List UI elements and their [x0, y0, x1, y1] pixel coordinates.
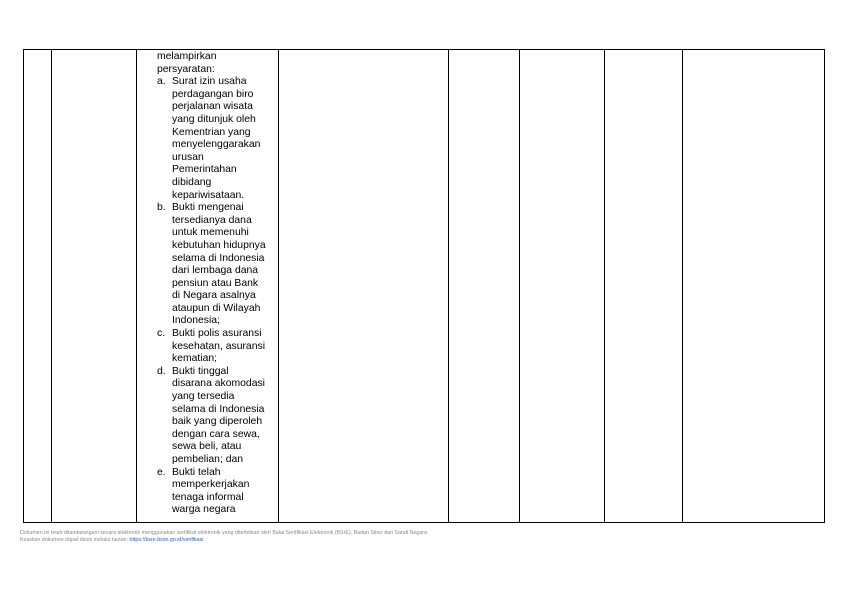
- cell-col-8: [683, 50, 825, 523]
- list-marker: c.: [157, 328, 166, 340]
- list-line: ataupun di Wilayah: [172, 302, 261, 314]
- footer-line-2-text: Keaslian dokumen dapat dicek melalui tautan:: [20, 537, 130, 543]
- list-line: sewa beli, atau: [172, 441, 242, 453]
- table-row: [24, 50, 825, 523]
- list-item: [157, 328, 272, 366]
- requirements-intro: [157, 51, 272, 76]
- list-line: Bukti mengenai: [172, 202, 244, 214]
- cell-col-4: [279, 50, 449, 523]
- list-line: tersedianya dana: [172, 214, 252, 226]
- list-line: kebutuhan hidupnya: [172, 239, 266, 251]
- list-line: menyelenggarakan: [172, 139, 261, 151]
- list-line: kematian;: [172, 353, 218, 365]
- list-line: Indonesia;: [172, 315, 220, 327]
- list-line: Bukti polis asuransi: [172, 328, 262, 340]
- list-line: kesehatan, asuransi: [172, 340, 265, 352]
- intro-line: melampirkan: [157, 51, 217, 62]
- list-line: tenaga informal: [172, 491, 244, 503]
- cell-col-5: [449, 50, 520, 523]
- list-line: selama di Indonesia: [172, 403, 265, 415]
- list-line: yang tersedia: [172, 391, 235, 403]
- cell-number: [24, 50, 52, 523]
- list-line: Surat izin usaha: [172, 76, 247, 88]
- list-line: yang ditunjuk oleh: [172, 113, 256, 125]
- list-line: dibidang: [172, 176, 212, 188]
- list-line: pembelian; dan: [172, 454, 244, 465]
- list-marker: b.: [157, 202, 166, 214]
- list-line: perdagangan biro: [172, 88, 254, 100]
- cell-col-2: [52, 50, 137, 523]
- list-line: kepariwisataan.: [172, 189, 245, 201]
- requirements-list: [157, 76, 272, 517]
- list-line: perjalanan wisata: [172, 101, 253, 113]
- list-line: Bukti tinggal: [172, 365, 229, 377]
- list-line: untuk memenuhi: [172, 227, 249, 239]
- list-marker: d.: [157, 365, 166, 377]
- footer-line-2: [20, 537, 427, 544]
- list-line: urusan: [172, 151, 204, 163]
- cell-col-6: [520, 50, 605, 523]
- cell-requirements: [137, 50, 279, 523]
- list-line: Bukti telah: [172, 466, 221, 478]
- list-line: dari lembaga dana: [172, 265, 259, 277]
- document-table: [23, 49, 825, 523]
- list-item: [157, 467, 272, 517]
- requirements-text: [137, 50, 278, 517]
- list-marker: e.: [157, 466, 166, 478]
- verification-link[interactable]: https://bsre.bssn.go.id/verifikasi: [129, 537, 204, 543]
- footer-line-1: Dokumen ini telah ditandatangani secara elektronik menggunakan sertifikat elektronik yang diterbitkan oleh Balai Sertifikasi Elektronik (BSrE), Badan Siber dan Sandi Negara: [20, 530, 427, 536]
- list-line: selama di Indonesia: [172, 252, 265, 264]
- list-line: pensiun atau Bank: [172, 277, 259, 289]
- list-item: [157, 202, 272, 328]
- list-item: [157, 76, 272, 202]
- list-line: di Negara asalnya: [172, 290, 256, 302]
- list-line: disarana akomodasi: [172, 378, 265, 390]
- list-line: Pemerintahan: [172, 164, 237, 176]
- list-marker: a.: [157, 76, 166, 88]
- intro-line: persyaratan:: [157, 63, 215, 75]
- signature-footer: [20, 530, 427, 544]
- list-line: memperkerjakan: [172, 479, 250, 491]
- cell-col-7: [605, 50, 683, 523]
- list-line: Kementrian yang: [172, 126, 251, 138]
- list-line: warga negara: [172, 504, 236, 516]
- list-line: dengan cara sewa,: [172, 428, 260, 440]
- list-line: baik yang diperoleh: [172, 416, 263, 428]
- list-item: [157, 366, 272, 467]
